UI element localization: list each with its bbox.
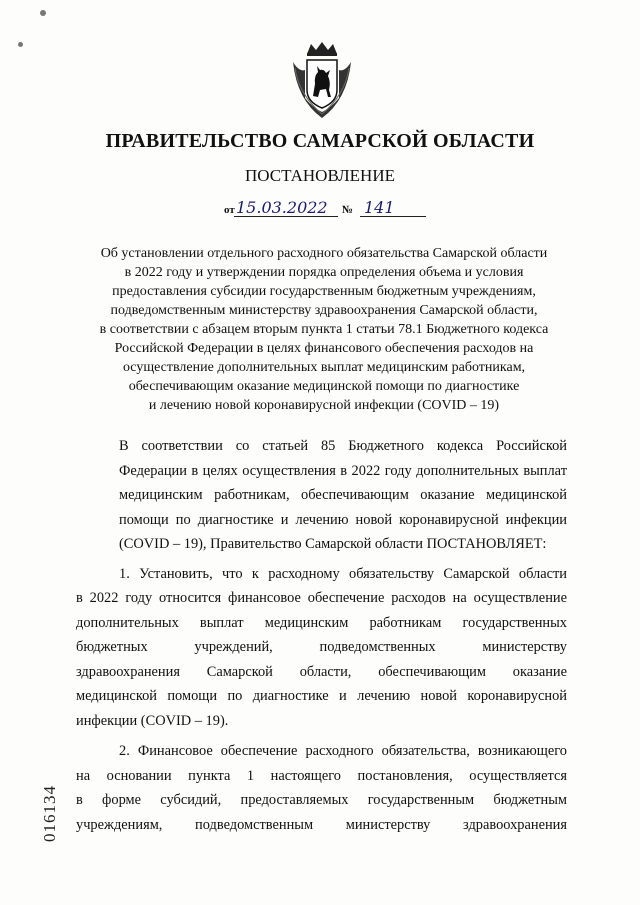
body-line: здравоохранения Самарской области, обеспечивающим оказание bbox=[76, 663, 567, 680]
date-underline bbox=[234, 216, 338, 217]
body-line: бюджетных учреждений, подведомственных министерству bbox=[76, 639, 567, 655]
paragraph-item-2 bbox=[76, 739, 567, 837]
heading-line: обеспечивающим оказание медицинской помощи по диагностике bbox=[128, 379, 520, 394]
paragraph-preamble bbox=[76, 434, 567, 557]
body-line: 2. Финансовое обеспечение расходного обязательства, возникающего bbox=[119, 743, 567, 759]
body-line: в форме субсидий, предоставляемых государственным бюджетным bbox=[76, 792, 567, 808]
document-body bbox=[76, 434, 567, 837]
government-title: ПРАВИТЕЛЬСТВО САМАРСКОЙ ОБЛАСТИ bbox=[105, 130, 535, 152]
body-line: на основании пункта 1 настоящего постановления, осуществляется bbox=[76, 767, 567, 784]
heading-line: предоставления субсидии государственным бюджетным учреждениям, bbox=[112, 284, 536, 299]
body-line: дополнительных выплат медицинским работникам государственных bbox=[76, 614, 567, 631]
heading-line: и лечению новой коронавирусной инфекции (COVID – 19) bbox=[148, 398, 500, 413]
body-line: Федерации в целях осуществления в 2022 году дополнительных выплат bbox=[119, 462, 567, 479]
body-line: помощи по диагностике и лечению новой коронавирусной инфекции bbox=[119, 511, 567, 528]
handwritten-date: 15.03.2022 bbox=[236, 198, 328, 217]
punch-hole-mark bbox=[18, 42, 23, 47]
heading-line: в 2022 году и утверждении порядка определения объема и условия bbox=[124, 265, 524, 280]
heading-line: Российской Федерации в целях финансового обеспечения расходов на bbox=[114, 341, 534, 356]
body-line: в 2022 году относится финансовое обеспечение расходов на осуществление bbox=[76, 590, 567, 606]
handwritten-number: 141 bbox=[364, 198, 395, 217]
body-line: медицинской помощи по диагностике и лечению новой коронавирусной bbox=[76, 688, 567, 704]
heading-line: Об установлении отдельного расходного обязательства Самарской области bbox=[100, 246, 548, 261]
body-line: В соответствии со статьей 85 Бюджетного кодекса Российской bbox=[119, 438, 567, 454]
body-line: учреждениям, подведомственным министерству здравоохранения bbox=[76, 816, 567, 833]
punch-hole-mark bbox=[40, 10, 46, 16]
document-heading bbox=[70, 244, 578, 415]
body-line: медицинским работникам, обеспечивающим оказание медицинской bbox=[119, 487, 567, 503]
body-line: инфекции (COVID – 19). bbox=[76, 712, 229, 729]
registration-number-text: 016134 bbox=[40, 785, 59, 842]
number-sign: № bbox=[342, 204, 354, 216]
heading-line: в соответствии с абзацем вторым пункта 1 статьи 78.1 Бюджетного кодекса bbox=[99, 322, 549, 337]
date-prefix: от bbox=[224, 204, 235, 216]
heading-line: подведомственным министерству здравоохранения Самарской области, bbox=[110, 303, 538, 318]
body-line: (COVID – 19), Правительство Самарской области ПОСТАНОВЛЯЕТ: bbox=[119, 536, 547, 552]
heading-line: осуществление дополнительных выплат медицинским работникам, bbox=[122, 360, 526, 375]
number-underline bbox=[360, 216, 426, 217]
coat-of-arms-icon bbox=[287, 40, 357, 120]
date-number-line bbox=[222, 198, 432, 220]
document-type: ПОСТАНОВЛЕНИЕ bbox=[244, 166, 395, 185]
body-line: 1. Установить, что к расходному обязательству Самарской области bbox=[119, 565, 567, 582]
paragraph-item-1 bbox=[76, 562, 567, 734]
